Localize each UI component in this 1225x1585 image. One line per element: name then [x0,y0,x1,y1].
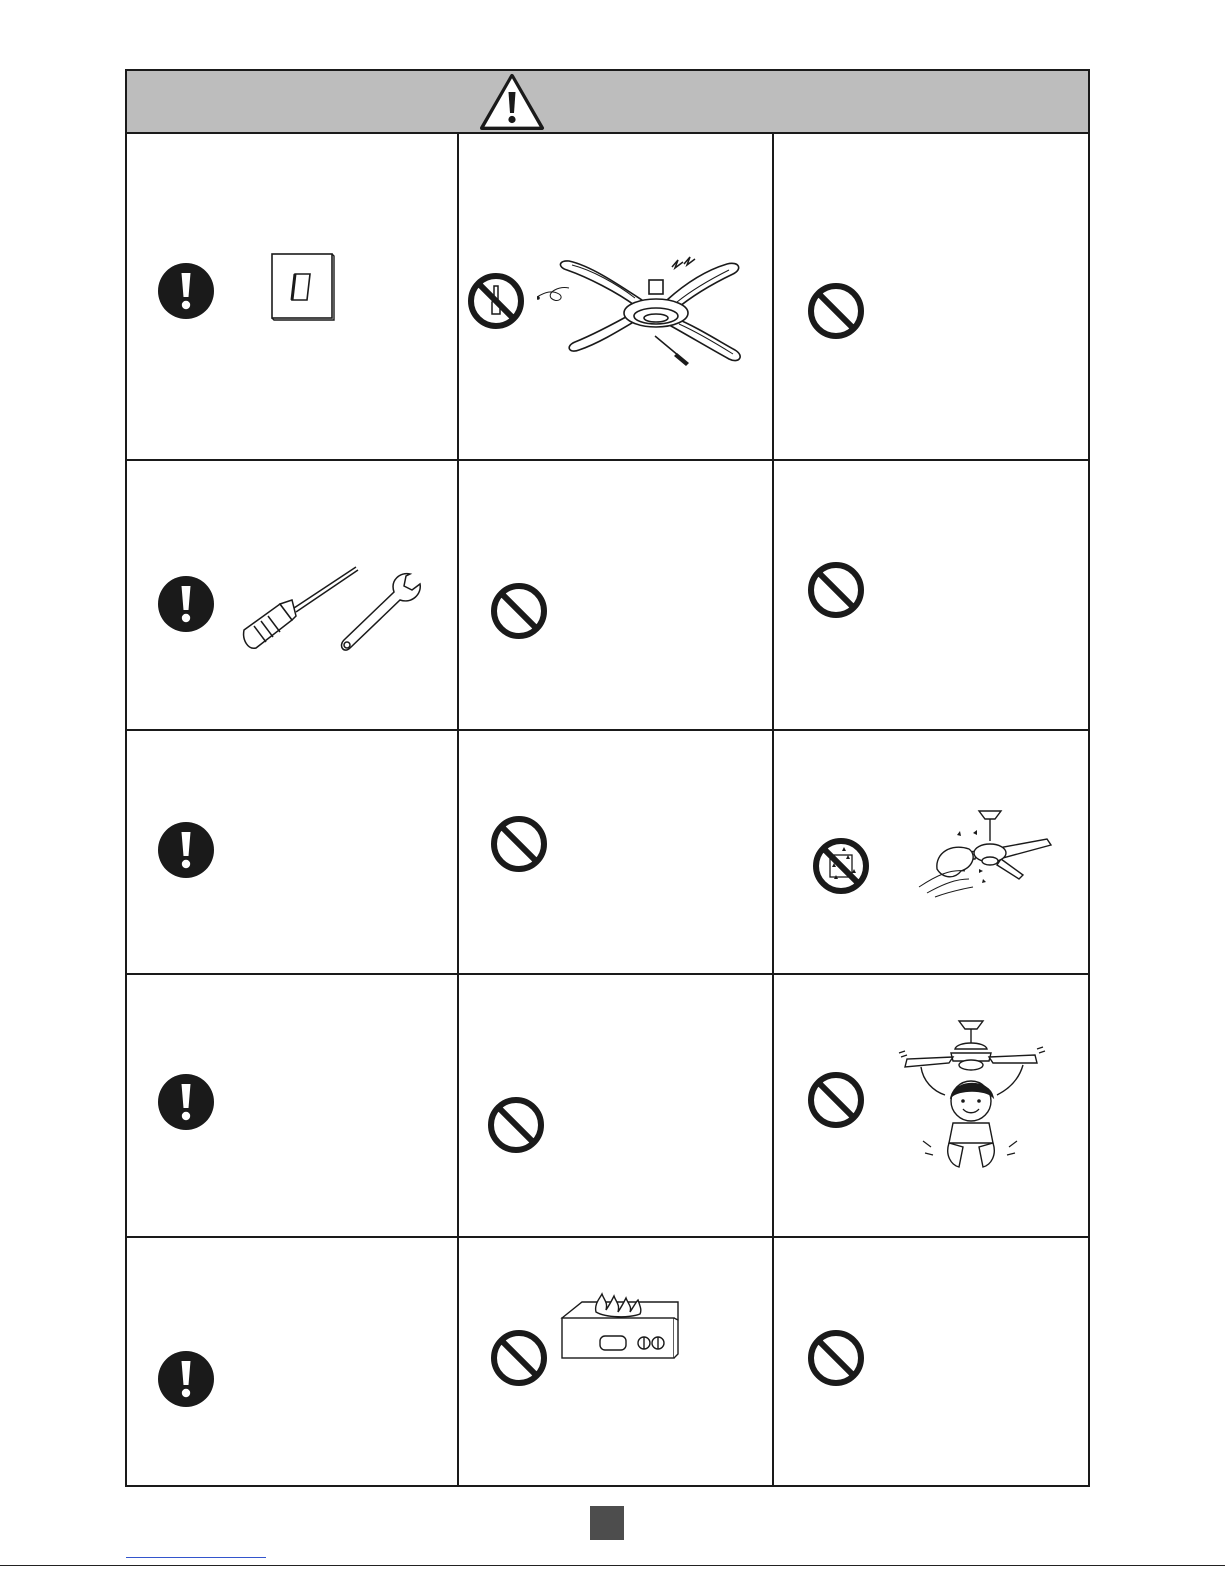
warning-cell-r4c2 [457,973,772,1236]
mandatory-action-icon [157,821,215,879]
prohibited-icon [490,582,548,640]
warning-cell-r1c3 [772,134,1090,459]
prohibited-icon [807,1071,865,1129]
warning-cell-r3c1 [127,729,457,973]
warning-cell-r5c2 [457,1236,772,1486]
warning-cell-r2c2 [457,459,772,729]
warning-cell-r1c1 [127,134,457,459]
prohibited-disassembly-icon [467,272,525,330]
footer-link-underline[interactable] [126,1557,266,1558]
warning-cell-r4c3 [772,973,1090,1236]
mandatory-action-icon [157,575,215,633]
warning-cell-r1c2 [457,134,772,459]
prohibited-icon [807,1329,865,1387]
screwdriver-wrench-icon [240,564,425,654]
wall-switch-icon [270,252,336,322]
prohibited-icon [487,1096,545,1154]
prohibited-icon [490,1329,548,1387]
warning-header [127,71,1088,134]
warning-cell-r2c1 [127,459,457,729]
warning-cell-r5c1 [127,1236,457,1486]
prohibited-icon [807,561,865,619]
mandatory-action-icon [157,262,215,320]
fan-splashed-water-icon [917,809,1057,899]
safety-warning-table [125,69,1090,1487]
child-hanging-on-fan-icon [897,1019,1047,1179]
warning-cell-r3c3 [772,729,1090,973]
warning-triangle-icon [479,73,545,131]
warning-cell-r3c2 [457,729,772,973]
prohibited-icon [490,815,548,873]
gas-stove-fire-icon [560,1292,680,1362]
warning-cell-r2c3 [772,459,1090,729]
warning-cell-r4c1 [127,973,457,1236]
mandatory-action-icon [157,1350,215,1408]
footer-divider [0,1565,1225,1566]
ceiling-fan-electric-icon [537,252,762,367]
warning-cell-r5c3 [772,1236,1090,1486]
page-number-marker [590,1506,624,1540]
mandatory-action-icon [157,1073,215,1131]
prohibited-water-icon [812,837,870,895]
prohibited-icon [807,282,865,340]
